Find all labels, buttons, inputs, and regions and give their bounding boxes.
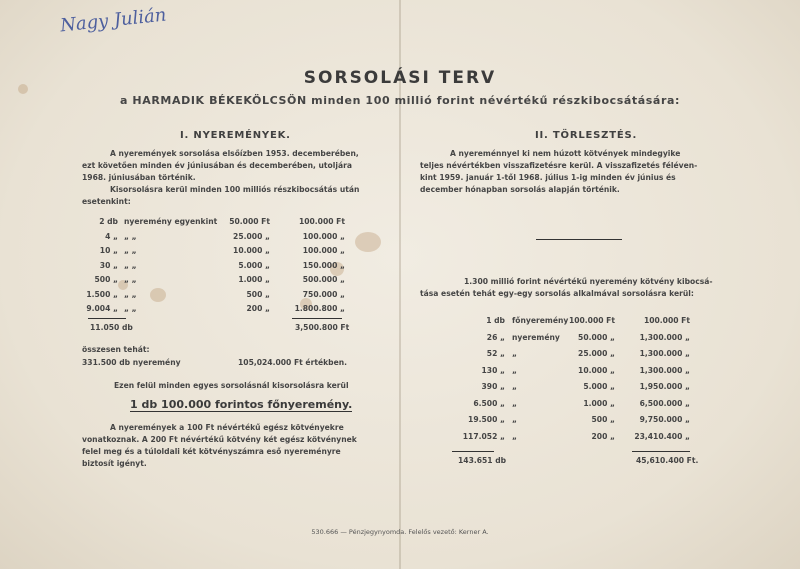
total-count: 331.500 db nyeremény bbox=[82, 358, 181, 367]
table-cell-count: 2 db bbox=[99, 217, 118, 226]
prizes-paragraph-3 bbox=[82, 422, 382, 470]
main-prize: 1 db 100.000 forintos főnyeremény. bbox=[130, 398, 353, 411]
separator-line bbox=[536, 239, 622, 240]
printer-footer: 530.666 — Pénzjegynyomda. Felelős vezető: Kerner A. bbox=[311, 528, 489, 536]
section-heading-repayment: II. TÖRLESZTÉS. bbox=[535, 130, 638, 141]
table-cell-amount: 25.000 „ bbox=[578, 349, 615, 358]
text-line: december hónapban sorsolás alapján történik. bbox=[420, 185, 620, 194]
table-cell-amount: 1.000 „ bbox=[583, 398, 615, 408]
table-cell-total: 9,750.000 „ bbox=[639, 415, 690, 424]
table-cell-amount: 10.000 „ bbox=[233, 246, 270, 255]
text-line: A nyeremények a 100 Ft névértékű egész kötvényekre bbox=[110, 423, 344, 432]
stain bbox=[150, 288, 166, 302]
repayment-paragraph-1 bbox=[420, 148, 740, 196]
table-cell-desc: főnyeremény bbox=[512, 316, 569, 325]
table-cell-count: 117.052 „ bbox=[462, 431, 505, 441]
table-cell-amount: 50.000 Ft bbox=[229, 217, 270, 226]
total-value: 105,024.000 Ft értékben. bbox=[238, 358, 348, 367]
table-cell-desc: „ „ bbox=[124, 231, 137, 241]
table-cell-total: 750.000 „ bbox=[302, 289, 345, 299]
prizes-paragraph-2 bbox=[82, 184, 382, 208]
table-cell-desc: „ „ bbox=[124, 246, 137, 255]
prizes-paragraph-1 bbox=[82, 148, 382, 184]
table-cell-total: 1,300.000 „ bbox=[639, 365, 690, 375]
text-line: 1968. júniusában történik. bbox=[82, 173, 196, 182]
text-line: esetenkint: bbox=[82, 197, 131, 206]
table-cell-count: 130 „ bbox=[481, 365, 505, 375]
table-cell-amount: 25.000 „ bbox=[233, 231, 270, 241]
table-cell-amount: 100.000 Ft bbox=[568, 316, 615, 325]
table-cell-total: 6,500.000 „ bbox=[639, 398, 690, 408]
table-cell-total: 1,300.000 „ bbox=[639, 349, 690, 358]
text-line: teljes névértékben visszafizetésre kerül. A visszafizetés féléven- bbox=[420, 161, 698, 170]
sum-line bbox=[452, 451, 494, 452]
table-cell-count: 1 db bbox=[486, 316, 505, 325]
table-cell-amount: 500 „ bbox=[591, 415, 615, 424]
table-cell-total: 100.000 Ft bbox=[643, 316, 690, 325]
table-cell-total: 23,410.400 „ bbox=[634, 431, 690, 441]
table-cell-total: 1.800.800 „ bbox=[294, 304, 345, 313]
table-cell-amount: 200 „ bbox=[591, 431, 615, 441]
table-cell-desc: „ bbox=[512, 431, 517, 441]
table-cell-desc: „ bbox=[512, 382, 517, 391]
table-cell-count: 500 „ bbox=[94, 275, 118, 284]
text-line: tása esetén tehát egy-egy sorsolás alkalmával sorsolásra kerül: bbox=[420, 289, 694, 298]
table-cell-amount: 500 „ bbox=[246, 289, 270, 299]
table-cell-total: 1,950.000 „ bbox=[639, 382, 690, 391]
draw-sum-total: 45,610.400 Ft. bbox=[636, 456, 699, 465]
table-cell-count: 9.004 „ bbox=[86, 304, 118, 313]
text-line: 1.300 millió forint névértékű nyeremény kötvény kibocsá- bbox=[464, 277, 713, 286]
text-line: A nyeremények sorsolása elsőízben 1953. decemberében, bbox=[110, 149, 359, 158]
table-cell-desc: nyeremény egyenkint bbox=[124, 217, 218, 226]
section-heading-prizes: I. NYEREMÉNYEK. bbox=[180, 130, 291, 141]
table-cell-desc: „ „ bbox=[124, 304, 137, 313]
table-cell-amount: 5.000 „ bbox=[238, 260, 270, 270]
text-line: ezt követően minden év júniusában és decemberében, utoljára bbox=[82, 161, 352, 170]
table-cell-count: 10 „ bbox=[99, 246, 118, 255]
table-cell-count: 4 „ bbox=[105, 231, 118, 241]
table-cell-amount: 5.000 „ bbox=[583, 382, 615, 391]
sum-line bbox=[88, 318, 126, 319]
table-cell-desc: „ „ bbox=[124, 275, 137, 284]
table-cell-amount: 50.000 „ bbox=[578, 332, 615, 342]
table-cell-amount: 200 „ bbox=[246, 304, 270, 313]
text-line: vonatkoznak. A 200 Ft névértékű kötvény két egész kötvénynek bbox=[82, 435, 357, 444]
table-cell-desc: „ bbox=[512, 349, 517, 358]
stain bbox=[355, 232, 381, 252]
table-cell-count: 1.500 „ bbox=[86, 289, 118, 299]
text-line: biztosít igényt. bbox=[82, 459, 147, 468]
table-cell-total: 500.000 „ bbox=[302, 275, 345, 284]
page-title: SORSOLÁSI TERV bbox=[303, 68, 497, 88]
table-cell-total: 1,300.000 „ bbox=[639, 332, 690, 342]
page-subtitle: a HARMADIK BÉKEKÖLCSÖN minden 100 millió forint névértékű részkibocsátására: bbox=[119, 94, 680, 107]
text-line: A nyereménnyel ki nem húzott kötvények mindegyike bbox=[450, 149, 681, 158]
table-cell-desc: „ „ bbox=[124, 260, 137, 270]
table-cell-amount: 10.000 „ bbox=[578, 365, 615, 375]
table-cell-desc: „ bbox=[512, 415, 517, 424]
table-cell-desc: „ bbox=[512, 365, 517, 375]
table-cell-total: 100.000 „ bbox=[302, 231, 345, 241]
sum-line bbox=[632, 451, 690, 452]
text-line: Kisorsolásra kerül minden 100 milliós részkibocsátás után bbox=[110, 185, 360, 194]
sum-line bbox=[292, 318, 342, 319]
table-cell-total: 150.000 „ bbox=[302, 260, 345, 270]
table-cell-count: 30 „ bbox=[99, 260, 118, 270]
handwritten-signature: Nagy Julián bbox=[59, 4, 168, 37]
table-cell-total: 100.000 Ft bbox=[298, 217, 345, 226]
table-cell-count: 26 „ bbox=[486, 332, 505, 342]
repayment-paragraph-2 bbox=[420, 276, 750, 300]
draw-sum-count: 143.651 db bbox=[458, 456, 507, 465]
prizes-sum-count: 11.050 db bbox=[90, 323, 133, 332]
table-cell-count: 390 „ bbox=[481, 382, 505, 391]
extra-prize-line: Ezen felül minden egyes sorsolásnál kisorsolásra kerül bbox=[114, 381, 349, 390]
text-line: felel meg és a túloldali két kötvényszámra eső nyereményre bbox=[82, 447, 341, 456]
table-cell-count: 19.500 „ bbox=[468, 415, 505, 424]
table-cell-desc: nyeremény bbox=[512, 332, 560, 342]
table-cell-desc: „ bbox=[512, 398, 517, 408]
prizes-sum-total: 3,500.800 Ft bbox=[295, 323, 350, 332]
text-line: kint 1959. január 1-től 1968. július 1-ig minden év június és bbox=[420, 173, 676, 182]
table-cell-total: 100.000 „ bbox=[302, 246, 345, 255]
table-cell-amount: 1.000 „ bbox=[238, 275, 270, 284]
table-cell-desc: „ „ bbox=[124, 289, 137, 299]
table-cell-count: 52 „ bbox=[486, 349, 505, 358]
table-cell-count: 6.500 „ bbox=[473, 398, 505, 408]
total-label: összesen tehát: bbox=[82, 345, 150, 354]
